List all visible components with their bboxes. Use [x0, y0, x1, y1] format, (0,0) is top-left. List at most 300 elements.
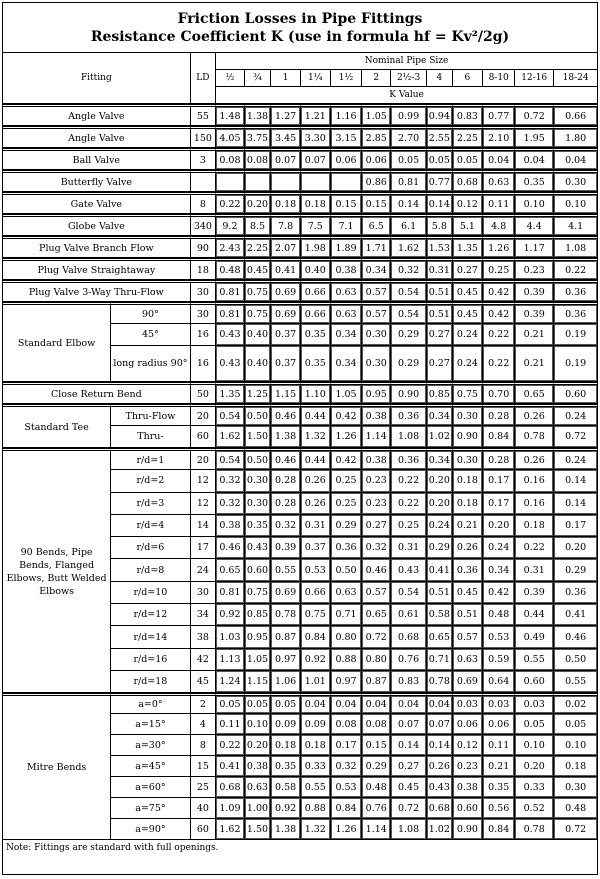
k-value-cell: 7.1	[331, 214, 363, 236]
k-value-cell: 0.04	[515, 148, 554, 170]
k-value-cell: 0.25	[483, 258, 515, 280]
k-value-cell: 0.32	[271, 515, 301, 537]
k-value-cell: 0.69	[271, 302, 301, 324]
ld-value: 150	[191, 126, 216, 148]
k-value-cell: 0.18	[271, 735, 301, 756]
table-row	[3, 170, 597, 192]
k-value-cell	[216, 170, 245, 192]
k-value-cell: 0.63	[331, 582, 363, 604]
fitting-variant: r/d=8	[111, 559, 191, 581]
k-value-cell: 0.65	[427, 626, 452, 648]
k-value-cell: 0.38	[331, 258, 363, 280]
k-value-cell: 0.27	[453, 258, 484, 280]
pipe-size-header: 2	[362, 70, 391, 87]
ld-value: 45	[191, 671, 216, 693]
k-value-cell: 0.78	[427, 671, 452, 693]
k-value-cell: 0.05	[453, 148, 484, 170]
k-value-cell: 0.31	[427, 258, 452, 280]
k-value-cell: 0.46	[362, 559, 391, 581]
k-value-cell: 0.87	[271, 626, 301, 648]
k-value-cell: 0.06	[483, 714, 515, 735]
fitting-variant: r/d=18	[111, 671, 191, 693]
k-value-cell: 0.57	[362, 302, 391, 324]
k-value-cell: 0.11	[483, 192, 515, 214]
k-value-cell: 0.34	[427, 404, 452, 426]
k-value-cell: 0.28	[483, 404, 515, 426]
k-value-cell: 0.48	[216, 258, 245, 280]
k-value-cell: 0.90	[453, 819, 484, 840]
k-value-cell: 0.33	[301, 756, 331, 777]
k-value-cell: 0.20	[245, 192, 272, 214]
k-value-cell: 1.01	[301, 671, 331, 693]
k-value-cell: 0.05	[427, 148, 452, 170]
k-value-cell: 1.15	[245, 671, 272, 693]
table-row	[3, 148, 597, 170]
k-value-cell: 0.34	[483, 559, 515, 581]
k-value-cell: 0.26	[515, 448, 554, 470]
k-value-cell: 1.05	[362, 104, 391, 126]
pipe-size-header: ¾	[245, 70, 272, 87]
k-value-cell: 0.44	[301, 404, 331, 426]
k-value-cell: 0.61	[391, 604, 427, 626]
k-value-cell: 0.60	[515, 671, 554, 693]
k-value-cell: 0.26	[427, 756, 452, 777]
k-value-cell: 0.06	[331, 148, 363, 170]
fitting-variant: a=45°	[111, 756, 191, 777]
k-value-cell: 0.57	[362, 582, 391, 604]
k-value-cell: 0.78	[515, 426, 554, 448]
k-value-cell: 0.35	[301, 324, 331, 346]
k-value-cell: 0.84	[483, 426, 515, 448]
k-value-cell	[331, 170, 363, 192]
k-value-cell: 1.17	[515, 236, 554, 258]
k-value-cell: 0.52	[515, 798, 554, 819]
k-value-cell: 0.39	[515, 302, 554, 324]
k-value-cell: 0.06	[453, 714, 484, 735]
k-value-cell: 1.38	[271, 426, 301, 448]
ld-value: 34	[191, 604, 216, 626]
k-value-cell: 0.08	[216, 148, 245, 170]
k-value-cell: 0.54	[391, 280, 427, 302]
k-value-cell: 0.72	[554, 426, 597, 448]
fitting-variant: Thru-Flow	[111, 404, 191, 426]
k-value-cell: 0.75	[245, 280, 272, 302]
k-value-cell: 0.68	[427, 798, 452, 819]
k-value-cell: 0.18	[554, 756, 597, 777]
k-value-cell: 1.05	[245, 649, 272, 671]
k-value-cell: 0.08	[331, 714, 363, 735]
k-value-cell: 0.75	[245, 302, 272, 324]
k-value-cell: 0.97	[271, 649, 301, 671]
k-value-cell: 2.85	[362, 126, 391, 148]
nominal-pipe-size-header: Nominal Pipe Size	[216, 53, 597, 70]
k-value-cell: 0.44	[515, 604, 554, 626]
ld-value: 24	[191, 559, 216, 581]
k-value-cell: 0.36	[331, 537, 363, 559]
k-value-cell: 0.08	[362, 714, 391, 735]
k-value-cell: 0.18	[453, 470, 484, 492]
k-value-cell: 0.81	[216, 280, 245, 302]
k-value-cell: 0.68	[216, 777, 245, 798]
k-value-cell: 0.22	[391, 493, 427, 515]
k-value-cell: 0.34	[331, 346, 363, 382]
k-value-cell: 0.39	[515, 582, 554, 604]
k-value-cell: 0.36	[554, 280, 597, 302]
k-value-cell: 1.26	[331, 426, 363, 448]
k-value-cell: 0.38	[362, 448, 391, 470]
k-value-cell: 0.41	[427, 559, 452, 581]
k-value-cell: 0.29	[554, 559, 597, 581]
pipe-size-header: 1¼	[301, 70, 331, 87]
k-value-cell: 0.26	[515, 404, 554, 426]
k-value-cell: 0.54	[216, 404, 245, 426]
k-value-cell: 0.25	[331, 493, 363, 515]
k-value-cell: 0.20	[515, 756, 554, 777]
ld-value: 340	[191, 214, 216, 236]
k-value-cell: 1.32	[301, 819, 331, 840]
k-value-cell: 0.05	[216, 693, 245, 714]
ld-value: 60	[191, 426, 216, 448]
k-value-cell: 8.5	[245, 214, 272, 236]
k-value-cell: 0.36	[391, 448, 427, 470]
k-value-cell: 0.05	[245, 693, 272, 714]
k-value-cell: 0.14	[391, 192, 427, 214]
k-value-cell: 0.53	[331, 777, 363, 798]
k-value-cell: 0.36	[554, 582, 597, 604]
k-value-cell: 0.16	[515, 470, 554, 492]
k-value-cell: 1.71	[362, 236, 391, 258]
table-row	[3, 104, 597, 126]
k-value-cell: 0.05	[554, 714, 597, 735]
k-value-cell: 0.72	[391, 798, 427, 819]
k-value-cell: 0.54	[391, 302, 427, 324]
fitting-name: Angle Valve	[3, 126, 191, 148]
k-value-cell: 1.35	[453, 236, 484, 258]
k-value-cell: 0.63	[453, 649, 484, 671]
k-value-cell: 5.8	[427, 214, 452, 236]
fitting-variant: r/d=16	[111, 649, 191, 671]
k-value-cell: 0.63	[331, 280, 363, 302]
ld-value: 18	[191, 258, 216, 280]
k-value-cell: 0.26	[453, 537, 484, 559]
k-value-cell: 0.54	[216, 448, 245, 470]
fitting-name: Standard Elbow	[3, 302, 111, 382]
ld-value: 25	[191, 777, 216, 798]
k-value-cell: 1.08	[391, 819, 427, 840]
k-value-cell: 0.43	[216, 324, 245, 346]
k-value-cell: 0.21	[483, 756, 515, 777]
k-value-cell: 1.62	[216, 426, 245, 448]
k-value-cell: 0.29	[391, 346, 427, 382]
fitting-variant: a=60°	[111, 777, 191, 798]
k-value-cell: 0.24	[554, 404, 597, 426]
k-value-cell: 0.80	[362, 649, 391, 671]
k-value-cell: 0.76	[391, 649, 427, 671]
k-value-cell: 1.95	[515, 126, 554, 148]
k-value-cell: 0.58	[427, 604, 452, 626]
k-value-cell: 0.83	[453, 104, 484, 126]
ld-value: 16	[191, 324, 216, 346]
ld-value: 12	[191, 470, 216, 492]
fitting-variant: r/d=4	[111, 515, 191, 537]
k-value-cell: 0.63	[245, 777, 272, 798]
k-value-cell: 0.12	[453, 192, 484, 214]
fitting-variant: a=0°	[111, 693, 191, 714]
fitting-variant: a=90°	[111, 819, 191, 840]
table-row	[3, 126, 597, 148]
k-value-cell: 0.48	[554, 798, 597, 819]
k-value-cell: 0.07	[301, 148, 331, 170]
k-value-cell: 0.60	[453, 798, 484, 819]
k-value-cell: 0.87	[362, 671, 391, 693]
k-value-cell: 0.65	[216, 559, 245, 581]
k-value-cell: 0.15	[362, 735, 391, 756]
k-value-cell: 0.77	[483, 104, 515, 126]
k-value-cell: 0.38	[245, 756, 272, 777]
k-value-cell: 1.09	[216, 798, 245, 819]
k-value-cell: 1.50	[245, 426, 272, 448]
k-value-cell: 0.12	[453, 735, 484, 756]
k-value-cell: 0.40	[301, 258, 331, 280]
k-value-cell: 1.35	[216, 382, 245, 404]
k-value-cell: 0.51	[427, 280, 452, 302]
k-value-cell: 4.8	[483, 214, 515, 236]
k-value-cell: 0.42	[331, 448, 363, 470]
k-value-cell: 0.90	[453, 426, 484, 448]
k-value-cell: 0.33	[515, 777, 554, 798]
k-value-cell: 0.43	[245, 537, 272, 559]
k-value-cell: 0.27	[427, 324, 452, 346]
k-value-cell: 0.27	[362, 515, 391, 537]
k-value-cell: 0.07	[391, 714, 427, 735]
k-value-cell: 0.41	[271, 258, 301, 280]
k-value-cell: 1.21	[301, 104, 331, 126]
k-value-cell: 0.88	[331, 649, 363, 671]
k-value-cell: 0.24	[453, 324, 484, 346]
k-value-cell: 0.20	[483, 515, 515, 537]
ld-value: 2	[191, 693, 216, 714]
k-value-cell: 0.76	[362, 798, 391, 819]
k-value-cell: 0.38	[362, 404, 391, 426]
table-row	[3, 280, 597, 302]
k-value-cell: 0.42	[483, 302, 515, 324]
k-value-cell: 0.85	[245, 604, 272, 626]
k-value-cell: 3.15	[331, 126, 363, 148]
k-value-cell: 7.8	[271, 214, 301, 236]
table-body	[3, 104, 597, 840]
k-value-cell: 0.18	[301, 735, 331, 756]
k-value-cell: 0.39	[515, 280, 554, 302]
k-value-cell: 0.18	[301, 192, 331, 214]
k-value-cell: 0.88	[301, 798, 331, 819]
ld-value: 15	[191, 756, 216, 777]
fitting-name: Gate Valve	[3, 192, 191, 214]
k-value-cell: 0.03	[515, 693, 554, 714]
ld-value: 20	[191, 404, 216, 426]
k-value-cell: 0.29	[391, 324, 427, 346]
k-value-cell: 0.66	[301, 582, 331, 604]
k-value-cell: 0.51	[453, 604, 484, 626]
k-value-cell: 0.37	[271, 346, 301, 382]
k-value-cell: 0.24	[453, 346, 484, 382]
k-value-cell: 1.15	[271, 382, 301, 404]
k-value-cell: 0.69	[271, 280, 301, 302]
k-value-cell: 0.04	[331, 693, 363, 714]
fitting-name: Plug Valve Branch Flow	[3, 236, 191, 258]
k-value-cell: 0.44	[301, 448, 331, 470]
k-value-cell: 0.20	[427, 470, 452, 492]
pipe-size-header: 4	[427, 70, 452, 87]
k-value-cell: 0.35	[301, 346, 331, 382]
k-value-cell: 0.28	[483, 448, 515, 470]
ld-value: 8	[191, 192, 216, 214]
ld-value: 16	[191, 346, 216, 382]
k-value-cell: 1.62	[216, 819, 245, 840]
k-value-cell: 0.10	[515, 192, 554, 214]
k-value-cell: 0.48	[483, 604, 515, 626]
k-value-cell: 0.20	[554, 537, 597, 559]
ld-value: 8	[191, 735, 216, 756]
k-value-cell: 0.72	[515, 104, 554, 126]
k-value-cell: 0.08	[245, 148, 272, 170]
k-value-cell: 0.69	[453, 671, 484, 693]
k-value-cell: 2.70	[391, 126, 427, 148]
k-value-cell: 0.46	[271, 404, 301, 426]
k-value-cell: 0.05	[515, 714, 554, 735]
fitting-name: 90 Bends, Pipe Bends, Flanged Elbows, Butt Welded Elbows	[3, 448, 111, 693]
k-value-cell: 0.64	[483, 671, 515, 693]
k-value-cell: 1.05	[331, 382, 363, 404]
table-row	[3, 382, 597, 404]
k-value-cell: 1.38	[271, 819, 301, 840]
k-value-cell: 1.03	[216, 626, 245, 648]
fitting-name: Plug Valve 3-Way Thru-Flow	[3, 280, 191, 302]
k-value-cell: 0.81	[216, 582, 245, 604]
pipe-size-header: 1	[271, 70, 301, 87]
fitting-name: Angle Valve	[3, 104, 191, 126]
k-value-cell: 0.02	[554, 693, 597, 714]
ld-value: 17	[191, 537, 216, 559]
k-value-cell: 0.65	[362, 604, 391, 626]
ld-value: 90	[191, 236, 216, 258]
k-value-cell: 0.86	[362, 170, 391, 192]
k-value-cell: 0.71	[331, 604, 363, 626]
k-value-cell: 0.19	[554, 324, 597, 346]
k-value-cell: 0.39	[271, 537, 301, 559]
k-value-cell: 0.49	[515, 626, 554, 648]
k-value-cell: 0.50	[331, 559, 363, 581]
fitting-variant: a=30°	[111, 735, 191, 756]
k-value-cell: 0.69	[271, 582, 301, 604]
ld-value: 12	[191, 493, 216, 515]
fitting-variant: r/d=12	[111, 604, 191, 626]
k-value-cell: 0.14	[427, 192, 452, 214]
k-value-cell: 0.22	[515, 537, 554, 559]
k-value-cell: 2.10	[483, 126, 515, 148]
k-value-cell: 0.32	[216, 493, 245, 515]
ld-value: 50	[191, 382, 216, 404]
k-value-cell: 0.45	[453, 280, 484, 302]
k-value-cell: 0.10	[245, 714, 272, 735]
k-value-cell: 0.14	[554, 470, 597, 492]
fitting-variant: r/d=2	[111, 470, 191, 492]
k-value-cell: 5.1	[453, 214, 484, 236]
k-value-cell: 0.63	[483, 170, 515, 192]
fitting-variant: 45°	[111, 324, 191, 346]
k-value-cell: 0.17	[554, 515, 597, 537]
fitting-name: Ball Valve	[3, 148, 191, 170]
k-value-cell: 0.32	[331, 756, 363, 777]
fittings-table	[3, 53, 597, 840]
k-value-cell: 1.08	[391, 426, 427, 448]
k-value-cell: 0.04	[483, 148, 515, 170]
k-value-cell: 0.34	[362, 258, 391, 280]
ld-value	[191, 170, 216, 192]
k-value-cell: 0.04	[427, 693, 452, 714]
k-value-cell: 0.26	[301, 493, 331, 515]
k-value-cell: 0.60	[245, 559, 272, 581]
k-value-cell: 0.66	[554, 104, 597, 126]
k-value-cell: 0.23	[515, 258, 554, 280]
k-value-cell: 0.36	[391, 404, 427, 426]
k-value-cell: 0.24	[427, 515, 452, 537]
k-value-cell: 0.46	[216, 537, 245, 559]
ld-value: 30	[191, 582, 216, 604]
table-row	[3, 214, 597, 236]
k-value-cell: 0.35	[245, 515, 272, 537]
k-value-cell: 6.5	[362, 214, 391, 236]
fitting-name: Butterfly Valve	[3, 170, 191, 192]
fitting-variant: r/d=10	[111, 582, 191, 604]
k-value-cell: 0.22	[216, 735, 245, 756]
k-value-cell: 1.14	[362, 819, 391, 840]
ld-value: 3	[191, 148, 216, 170]
k-value-cell: 0.40	[245, 346, 272, 382]
k-value-cell: 0.03	[453, 693, 484, 714]
k-value-cell: 0.38	[453, 777, 484, 798]
k-value-cell: 0.36	[554, 302, 597, 324]
k-value-cell: 0.29	[362, 756, 391, 777]
k-value-cell: 0.04	[362, 693, 391, 714]
ld-header: LD	[191, 53, 216, 104]
k-value-cell: 0.22	[483, 324, 515, 346]
k-value-cell: 1.14	[362, 426, 391, 448]
k-value-cell: 0.26	[301, 470, 331, 492]
k-value-cell: 0.84	[301, 626, 331, 648]
k-value-cell	[271, 170, 301, 192]
k-value-cell: 0.94	[427, 104, 452, 126]
k-value-cell: 0.97	[331, 671, 363, 693]
k-value-cell: 0.23	[362, 470, 391, 492]
k-value-cell: 0.27	[427, 346, 452, 382]
k-value-cell: 4.1	[554, 214, 597, 236]
fitting-variant: 90°	[111, 302, 191, 324]
k-value-cell: 0.51	[427, 302, 452, 324]
k-value-cell: 0.68	[453, 170, 484, 192]
k-value-cell: 0.30	[245, 470, 272, 492]
table-row	[3, 258, 597, 280]
k-value-cell: 0.43	[216, 346, 245, 382]
pipe-size-header: 8-10	[483, 70, 515, 87]
k-value-cell: 0.31	[301, 515, 331, 537]
pipe-size-header: ½	[216, 70, 245, 87]
fitting-name: Close Return Bend	[3, 382, 191, 404]
k-value-cell: 0.24	[554, 448, 597, 470]
k-value-cell: 0.21	[515, 324, 554, 346]
k-value-cell: 0.81	[391, 170, 427, 192]
k-value-cell: 0.42	[483, 280, 515, 302]
k-value-header: K Value	[216, 87, 597, 104]
